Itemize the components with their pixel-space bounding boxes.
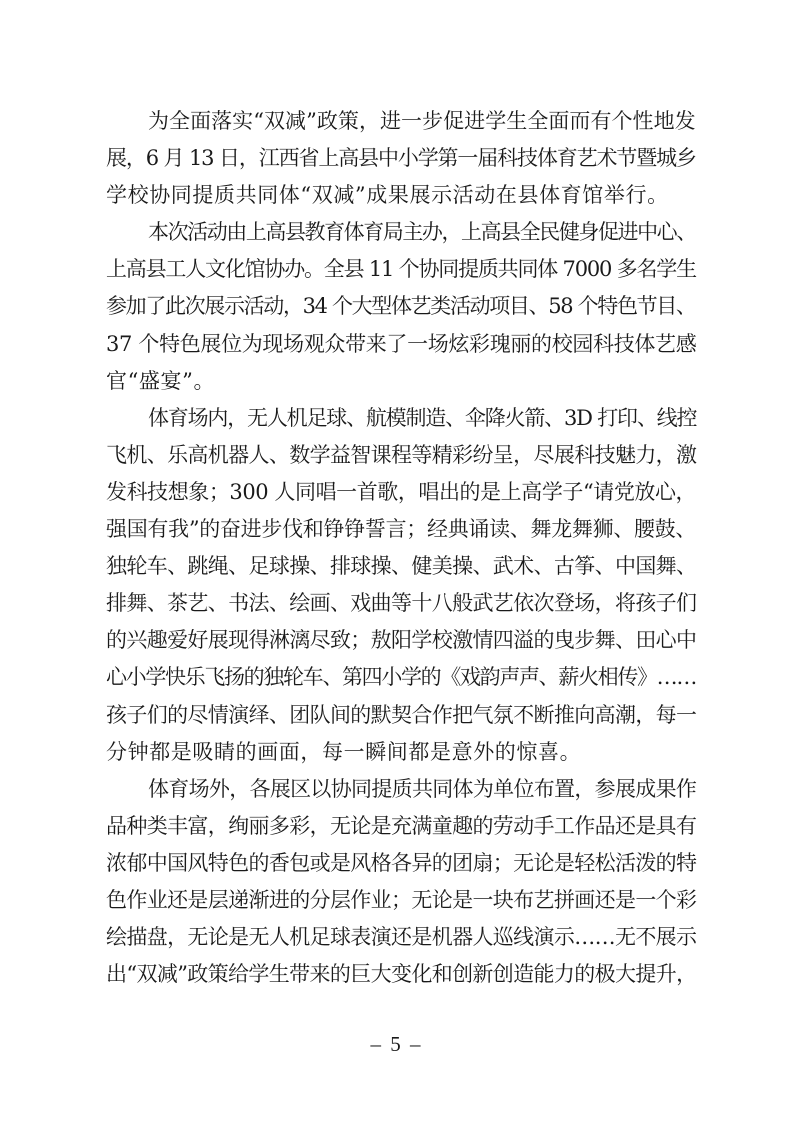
text-line: 绘描盘，无论是无人机足球表演还是机器人巡线演示……无不展示 <box>106 925 697 950</box>
text-line: 浓郁中国风特色的香包或是风格各异的团扇；无论是轻松活泼的特 <box>106 850 697 875</box>
text-line: 学校协同提质共同体“双减”成果展示活动在县体育馆举行。 <box>106 183 669 208</box>
text-line: 发科技想象；300 人同唱一首歌，唱出的是上高学子“请党放心， <box>106 479 697 504</box>
page-number: – 5 – <box>370 1032 423 1056</box>
paragraph <box>106 771 696 994</box>
text-line: 为全面落实“双减”政策，进一步促进学生全面而有个性地发 <box>148 109 696 133</box>
text-line: 排舞、茶艺、书法、绘画、戏曲等十八般武艺依次登场，将孩子们 <box>106 591 697 616</box>
paragraph <box>106 214 696 399</box>
text-line: 37 个特色展位为现场观众带来了一场炫彩瑰丽的校园科技体艺感 <box>106 331 697 356</box>
text-line: 飞机、乐高机器人、数学益智课程等精彩纷呈，尽展科技魅力，激 <box>106 442 697 467</box>
text-line: 分钟都是吸睛的画面，每一瞬间都是意外的惊喜。 <box>106 739 582 764</box>
text-line: 品种类丰富，绚丽多彩，无论是充满童趣的劳动手工作品还是具有 <box>106 813 697 838</box>
text-line: 体育场外，各展区以协同提质共同体为单位布置，参展成果作 <box>148 776 697 801</box>
text-line: 展，6 月 13 日，江西省上高县中小学第一届科技体育艺术节暨城乡 <box>106 146 696 171</box>
text-line: 心小学快乐飞扬的独轮车、第四小学的《戏韵声声、薪火相传》…… <box>106 665 696 690</box>
text-line: 参加了此次展示活动，34 个大型体艺类活动项目、58 个特色节目、 <box>106 294 696 319</box>
text-line: 出“双减”政策给学生带来的巨大变化和创新创造能力的极大提升， <box>106 962 697 987</box>
text-line: 官“盛宴”。 <box>106 368 216 393</box>
text-line: 独轮车、跳绳、足球操、排球操、健美操、武术、古筝、中国舞、 <box>106 554 697 579</box>
text-line: 强国有我”的奋进步伐和铮铮誓言；经典诵读、舞龙舞狮、腰鼓、 <box>106 517 697 542</box>
text-line: 色作业还是层递渐进的分层作业；无论是一块布艺拼画还是一个彩 <box>106 887 697 912</box>
text-line: 孩子们的尽情演绎、团队间的默契合作把气氛不断推向高潮，每一 <box>106 702 697 727</box>
text-line: 本次活动由上高县教育体育局主办，上高县全民健身促进中心、 <box>148 220 696 245</box>
document-body <box>106 103 696 993</box>
text-line: 的兴趣爱好展现得淋漓尽致；敖阳学校激情四溢的曳步舞、田心中 <box>106 628 697 653</box>
text-line: 上高县工人文化馆协办。全县 11 个协同提质共同体 7000 多名学生 <box>106 257 696 282</box>
text-line: 体育场内，无人机足球、航模制造、伞降火箭、3D 打印、线控 <box>148 405 697 430</box>
paragraph <box>106 103 696 214</box>
paragraph <box>106 400 696 771</box>
